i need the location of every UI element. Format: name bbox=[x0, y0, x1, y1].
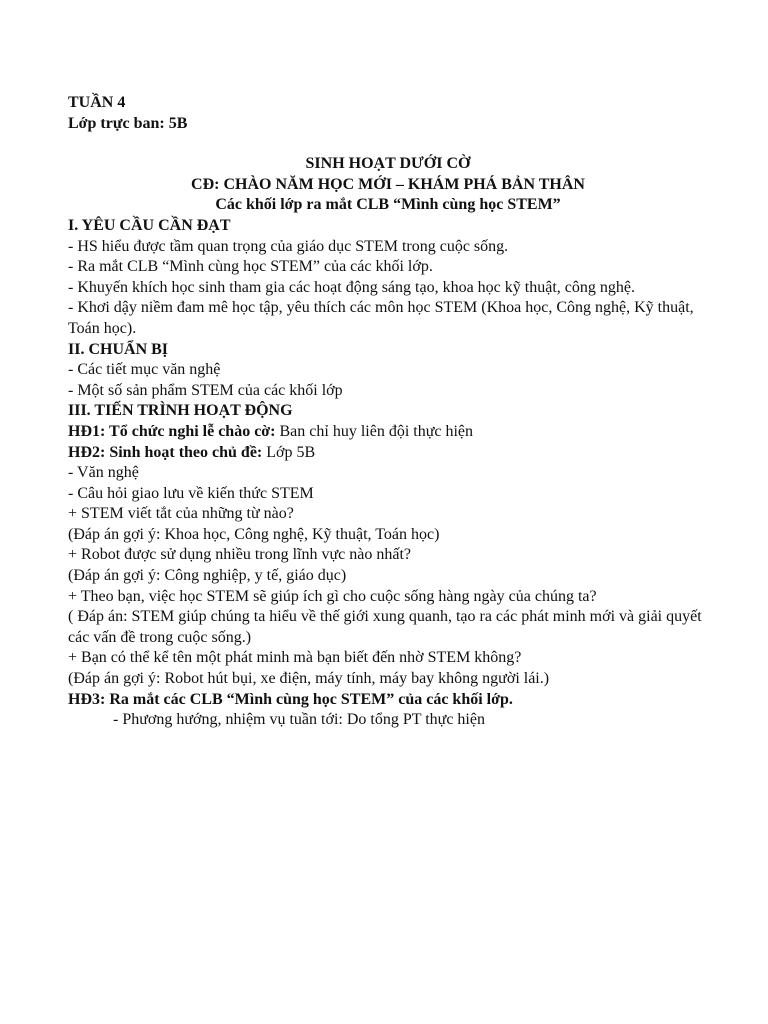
activity-3-item: - Phương hướng, nhiệm vụ tuần tới: Do tổng PT thực hiện bbox=[113, 711, 485, 729]
section-1-item: - Khuyến khích học sinh tham gia các hoạt động sáng tạo, khoa học kỹ thuật, công nghệ. bbox=[68, 278, 635, 296]
section-1-item: - HS hiểu được tầm quan trọng của giáo dục STEM trong cuộc sống. bbox=[68, 237, 509, 255]
section-1-item: - Ra mắt CLB “Mình cùng học STEM” của các khối lớp. bbox=[68, 258, 433, 276]
activity-1 bbox=[68, 422, 708, 443]
activity-2-item: (Đáp án gợi ý: Khoa học, Công nghệ, Kỹ thuật, Toán học) bbox=[68, 525, 440, 543]
activity-2 bbox=[68, 443, 708, 464]
section-2-item: - Một số sản phẩm STEM của các khối lớp bbox=[68, 381, 343, 399]
activity-2-item: (Đáp án gợi ý: Robot hút bụi, xe điện, máy tính, máy bay không người lái.) bbox=[68, 670, 550, 688]
doc-title-line-3: Các khối lớp ra mắt CLB “Mình cùng học STEM” bbox=[215, 196, 561, 214]
section-1-heading: I. YÊU CẦU CẦN ĐẠT bbox=[68, 216, 231, 234]
doc-title-line-1: SINH HOẠT DƯỚI CỜ bbox=[305, 155, 471, 173]
document-page bbox=[68, 93, 708, 731]
activity-2-item: + Theo bạn, việc học STEM sẽ giúp ích gì cho cuộc sống hàng ngày của chúng ta? bbox=[68, 587, 597, 605]
activity-2-text: Lớp 5B bbox=[262, 443, 316, 461]
activity-1-text: Ban chỉ huy liên đội thực hiện bbox=[275, 422, 474, 440]
activity-2-label: HĐ2: Sinh hoạt theo chủ đề: bbox=[68, 443, 263, 461]
section-2-item: - Các tiết mục văn nghệ bbox=[68, 361, 221, 379]
spacer bbox=[68, 134, 708, 154]
activity-2-item: + STEM viết tắt của những từ nào? bbox=[68, 505, 294, 523]
doc-title-line-2: CĐ: CHÀO NĂM HỌC MỚI – KHÁM PHÁ BẢN THÂN bbox=[191, 175, 585, 193]
activity-2-item: - Văn nghệ bbox=[68, 464, 139, 482]
section-2-heading: II. CHUẨN BỊ bbox=[68, 340, 169, 358]
activity-3-label: HĐ3: Ra mắt các CLB “Mình cùng học STEM” của các khối lớp. bbox=[68, 690, 513, 708]
week-label: TUẦN 4 bbox=[68, 94, 126, 111]
section-3-heading: III. TIẾN TRÌNH HOẠT ĐỘNG bbox=[68, 402, 293, 420]
activity-2-item: + Robot được sử dụng nhiều trong lĩnh vực nào nhất? bbox=[68, 546, 412, 564]
activity-2-item: (Đáp án gợi ý: Công nghiệp, y tế, giáo dục) bbox=[68, 567, 347, 585]
duty-class: Lớp trực ban: 5B bbox=[68, 114, 188, 132]
activity-2-item: - Câu hỏi giao lưu về kiến thức STEM bbox=[68, 484, 314, 502]
activity-1-label: HĐ1: Tổ chức nghi lễ chào cờ: bbox=[68, 422, 276, 440]
section-1-item: - Khơi dậy niềm đam mê học tập, yêu thích các môn học STEM (Khoa học, Công nghệ, Kỹ thuật, Toán học). bbox=[68, 299, 694, 337]
activity-2-item: ( Đáp án: STEM giúp chúng ta hiểu về thế giới xung quanh, tạo ra các phát minh mới và giải quyết các vấn đề trong cuộc sống.) bbox=[68, 608, 702, 646]
activity-2-item: + Bạn có thể kể tên một phát minh mà bạn biết đến nhờ STEM không? bbox=[68, 649, 522, 667]
